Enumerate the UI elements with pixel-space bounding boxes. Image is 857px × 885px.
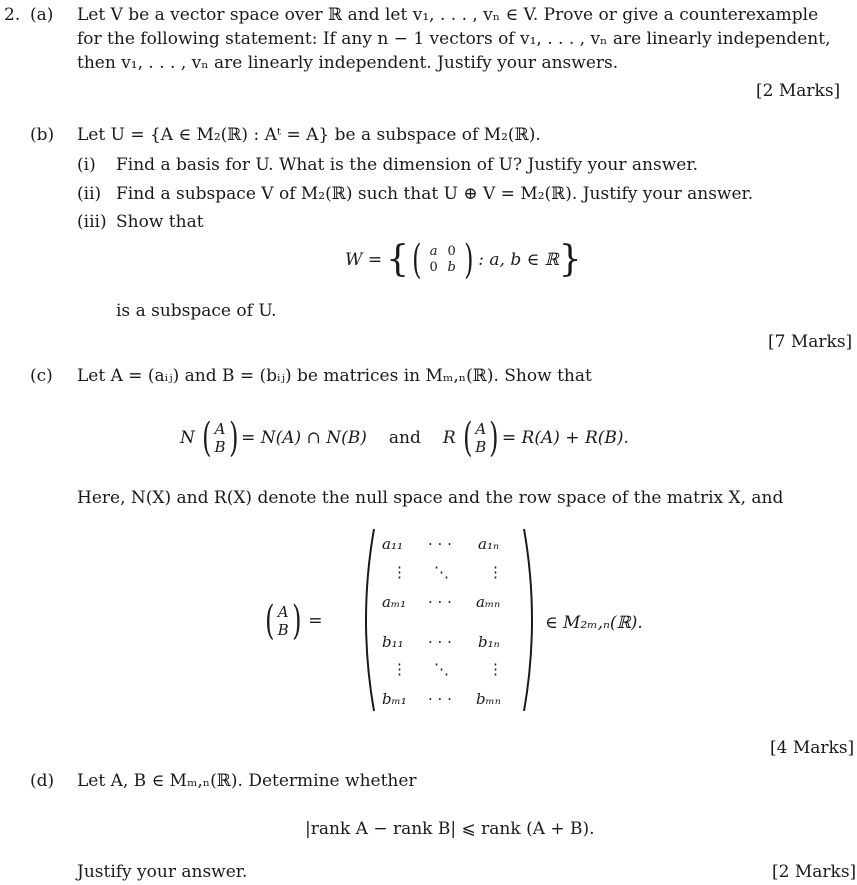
block-matrix-brackets xyxy=(360,525,538,715)
eq-stack-top-2: A xyxy=(475,420,487,438)
part-a-line-1: Let V be a vector space over ℝ and let v₁, . . . , vₙ ∈ V. Prove or give a counterexample xyxy=(77,5,819,25)
part-b-iii-label: (iii) xyxy=(77,212,107,232)
hdots: · · · xyxy=(428,535,452,553)
w-brace-close: } xyxy=(558,239,582,280)
part-a-label: (a) xyxy=(30,5,54,25)
cell-amn: aₘₙ xyxy=(476,593,501,611)
hdots: · · · xyxy=(428,593,452,611)
cell-a11: a₁₁ xyxy=(382,535,403,553)
eq-stack xyxy=(214,420,225,456)
eq-paren-open: ( xyxy=(201,415,212,461)
null-row-equation xyxy=(180,416,629,460)
eq-stack-2 xyxy=(475,420,486,456)
eq-and: and xyxy=(388,428,421,448)
w-matrix-cell: a xyxy=(429,244,438,259)
part-a-line-2: for the following statement: If any n − 1 vectors of v₁, . . . , vₙ are linearly independent, xyxy=(77,29,831,49)
part-c-label: (c) xyxy=(30,366,53,386)
part-d-intro: Let A, B ∈ Mₘ,ₙ(ℝ). Determine whether xyxy=(77,771,417,791)
block-paren-close: ) xyxy=(291,598,302,644)
vdots: ⋮ xyxy=(488,660,503,678)
part-b-ii-label: (ii) xyxy=(77,184,102,204)
w-matrix-cell: b xyxy=(447,260,456,275)
w-matrix-cell: 0 xyxy=(429,260,438,275)
part-a-marks: [2 Marks] xyxy=(756,81,841,101)
ddots: ⋱ xyxy=(434,660,449,678)
vdots: ⋮ xyxy=(392,563,407,581)
part-c-intro: Let A = (aᵢⱼ) and B = (bᵢⱼ) be matrices in Mₘ,ₙ(ℝ). Show that xyxy=(77,366,592,386)
w-paren-close: ) xyxy=(463,237,474,283)
part-c-marks: [4 Marks] xyxy=(770,738,855,758)
block-paren-open: ( xyxy=(265,598,275,644)
block-stack-bottom: B xyxy=(277,621,289,639)
eq-paren-close-2: ) xyxy=(489,415,499,461)
cell-am1: aₘ₁ xyxy=(382,593,407,611)
cell-a1n: a₁ₙ xyxy=(478,535,500,553)
part-a-line-3: then v₁, . . . , vₙ are linearly independent. Justify your answers. xyxy=(77,53,619,73)
part-b-ii-text: Find a subspace V of M₂(ℝ) such that U ⊕ V = M₂(ℝ). Justify your answer. xyxy=(116,184,754,204)
part-b-conclusion: is a subspace of U. xyxy=(116,301,277,321)
w-definition xyxy=(345,237,582,283)
part-b-label: (b) xyxy=(30,125,55,145)
part-b-i-label: (i) xyxy=(77,155,96,175)
block-membership: ∈ M₂ₘ,ₙ(ℝ). xyxy=(545,613,643,633)
block-stack-top: A xyxy=(277,603,289,621)
block-stack xyxy=(278,603,289,639)
eq-null-rhs: = N(A) ∩ N(B) xyxy=(241,428,367,448)
eq-stack-bottom-2: B xyxy=(475,438,487,456)
part-c-here-line: Here, N(X) and R(X) denote the null space and the row space of the matrix X, and xyxy=(77,488,784,508)
w-matrix-cell: 0 xyxy=(447,244,456,259)
eq-N: N xyxy=(180,428,195,448)
part-b-marks: [7 Marks] xyxy=(768,332,853,352)
part-d-marks: [2 Marks] xyxy=(772,862,857,882)
eq-stack-bottom: B xyxy=(214,438,226,456)
eq-paren-open-2: ( xyxy=(462,415,473,461)
part-d-justify: Justify your answer. xyxy=(77,862,248,882)
cell-b11: b₁₁ xyxy=(382,633,404,651)
block-lhs xyxy=(262,596,323,646)
ddots: ⋱ xyxy=(434,563,449,581)
eq-row-rhs: = R(A) + R(B). xyxy=(501,428,629,448)
w-lhs: W = xyxy=(345,250,383,270)
cell-bm1: bₘ₁ xyxy=(382,690,407,708)
cell-bmn: bₘₙ xyxy=(476,690,501,708)
question-number: 2. xyxy=(4,5,21,25)
block-matrix xyxy=(360,525,538,715)
w-matrix xyxy=(425,244,461,276)
w-paren-open: ( xyxy=(412,237,422,283)
part-d-label: (d) xyxy=(30,771,55,791)
part-b-intro: Let U = {A ∈ M₂(ℝ) : Aᵗ = A} be a subspace of M₂(ℝ). xyxy=(77,125,541,145)
vdots: ⋮ xyxy=(488,563,503,581)
hdots: · · · xyxy=(428,633,452,651)
w-brace-open: { xyxy=(386,239,410,280)
w-condition: : a, b ∈ ℝ xyxy=(478,250,559,270)
hdots: · · · xyxy=(428,690,452,708)
block-equals: = xyxy=(308,611,323,631)
part-d-inequality: |rank A − rank B| ⩽ rank (A + B). xyxy=(305,819,595,839)
part-b-iii-text: Show that xyxy=(116,212,204,232)
eq-R: R xyxy=(442,428,456,448)
part-b-i-text: Find a basis for U. What is the dimension of U? Justify your answer. xyxy=(116,155,698,175)
vdots: ⋮ xyxy=(392,660,407,678)
cell-b1n: b₁ₙ xyxy=(478,633,500,651)
eq-paren-close: ) xyxy=(228,415,239,461)
eq-stack-top: A xyxy=(214,420,226,438)
